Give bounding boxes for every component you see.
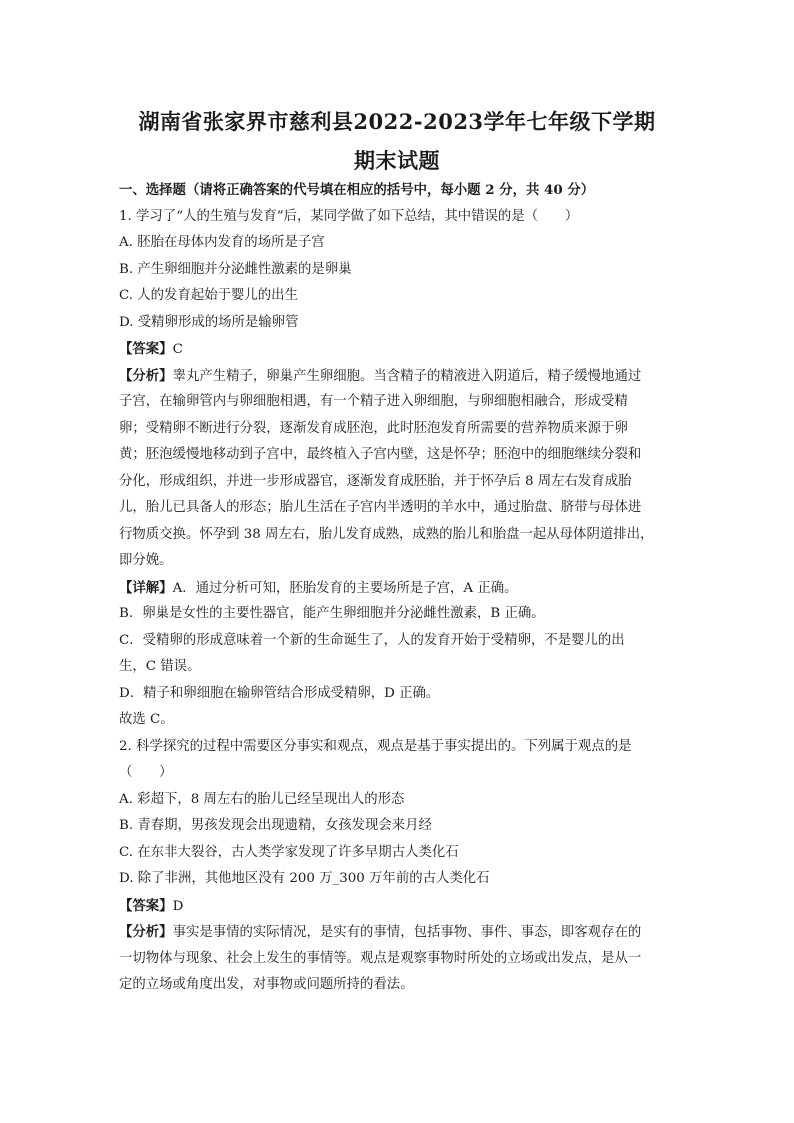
question-2-analysis-line: 一切物体与现象、社会上发生的事情等。观点是观察事物时所处的立场或出发点，是从一 xyxy=(119,950,642,966)
question-1-analysis-line: 行物质交换。怀孕到 38 周左右，胎儿发育成熟，成熟的胎儿和胎盘一起从母体阴道排出， xyxy=(119,526,654,542)
question-1-option-c: C. 人的发育起始于婴儿的出生 xyxy=(119,288,298,303)
document-title-line1: 湖南省张家界市慈利县2022-2023学年七年级下学期 xyxy=(138,109,656,134)
answer-value: C xyxy=(172,342,183,357)
question-1-analysis-line: 分化，形成组织，并进一步形成器官，逐渐发育成胚胎，并于怀孕后 8 周左右发育成胎 xyxy=(119,473,632,489)
question-1-detail-line: 故选 C。 xyxy=(119,712,174,727)
question-2-stem: 2. 科学探究的过程中需要区分事实和观点，观点是基于事实提出的。下列属于观点的是 xyxy=(119,738,632,754)
answer-label: 【答案】 xyxy=(119,341,173,357)
question-1-option-d: D. 受精卵形成的场所是输卵管 xyxy=(119,314,299,330)
question-2-analysis-line xyxy=(119,919,669,946)
question-1-detail-line: B．卵巢是女性的主要性器官，能产生卵细胞并分泌雌性激素，B 正确。 xyxy=(119,606,545,621)
analysis-text: 睾丸产生精子，卵巢产生卵细胞。当含精子的精液进入阴道后，精子缓慢地通过 xyxy=(172,368,642,384)
question-1-analysis-line: 子宫，在输卵管内与卵细胞相遇，有一个精子进入卵细胞，与卵细胞相融合，形成受精 xyxy=(119,394,628,409)
question-1-analysis-line: 儿，胎儿已具备人的形态；胎儿生活在子宫内半透明的羊水中，通过胎盘、脐带与母体进 xyxy=(119,500,642,515)
question-2-option-c: C. 在东非大裂谷，古人类学家发现了许多早期古人类化石 xyxy=(119,844,459,860)
analysis-label: 【分析】 xyxy=(119,367,173,384)
question-1-analysis-line: 黄；胚泡缓慢地移动到子宫中，最终植入子宫内壁，这是怀孕；胚泡中的细胞继续分裂和 xyxy=(119,447,642,462)
question-1-analysis-line: 即分娩。 xyxy=(119,553,173,568)
question-2-analysis-line: 定的立场或角度出发，对事物或问题所持的看法。 xyxy=(119,977,414,992)
answer-label: 【答案】 xyxy=(119,897,173,914)
document-body xyxy=(119,177,669,999)
detail-label: 【详解】 xyxy=(119,579,173,596)
analysis-text: 事实是事情的实际情况，是实有的事情，包括事物、事件、事态，即客观存在的 xyxy=(172,925,642,940)
section-heading: 一、选择题（请将正确答案的代号填在相应的括号中，每小题 2 分，共 40 分） xyxy=(119,182,595,198)
question-1-stem: 1. 学习了“人的生殖与发育”后，某同学做了如下总结，其中错误的是（ ） xyxy=(119,208,579,224)
question-2-option-d: D. 除了非洲，其他地区没有 200 万_300 万年前的古人类化石 xyxy=(119,871,490,886)
analysis-label: 【分析】 xyxy=(119,924,173,940)
question-2-option-b: B. 青春期，男孩发现会出现遗精，女孩发现会来月经 xyxy=(119,818,432,833)
question-1-analysis-line: 卵；受精卵不断进行分裂，逐渐发育成胚泡，此时胚泡发育所需要的营养物质来源于卵 xyxy=(119,420,628,436)
question-2-stem-bracket: （ ） xyxy=(119,765,173,780)
question-1-detail-line: C．受精卵的形成意味着一个新的生命诞生了，人的发育开始于受精卵，不是婴儿的出 xyxy=(119,632,625,648)
answer-value: D xyxy=(172,898,184,914)
question-1-answer xyxy=(119,336,669,363)
question-1-detail-line: D．精子和卵细胞在输卵管结合形成受精卵，D 正确。 xyxy=(119,685,440,701)
question-1-analysis-line xyxy=(119,363,669,390)
detail-text: A．通过分析可知，胚胎发育的主要场所是子宫，A 正确。 xyxy=(172,580,518,596)
question-2-option-a: A. 彩超下，8 周左右的胎儿已经呈现出人的形态 xyxy=(119,791,405,807)
document-title-line2: 期末试题 xyxy=(354,148,440,173)
question-2-answer xyxy=(119,893,669,920)
question-1-detail-line xyxy=(119,575,669,602)
question-1-option-a: A. 胚胎在母体内发育的场所是子宫 xyxy=(119,235,325,250)
question-1-detail-line: 生，C 错误。 xyxy=(119,659,201,674)
question-1-option-b: B. 产生卵细胞并分泌雌性激素的是卵巢 xyxy=(119,261,352,277)
